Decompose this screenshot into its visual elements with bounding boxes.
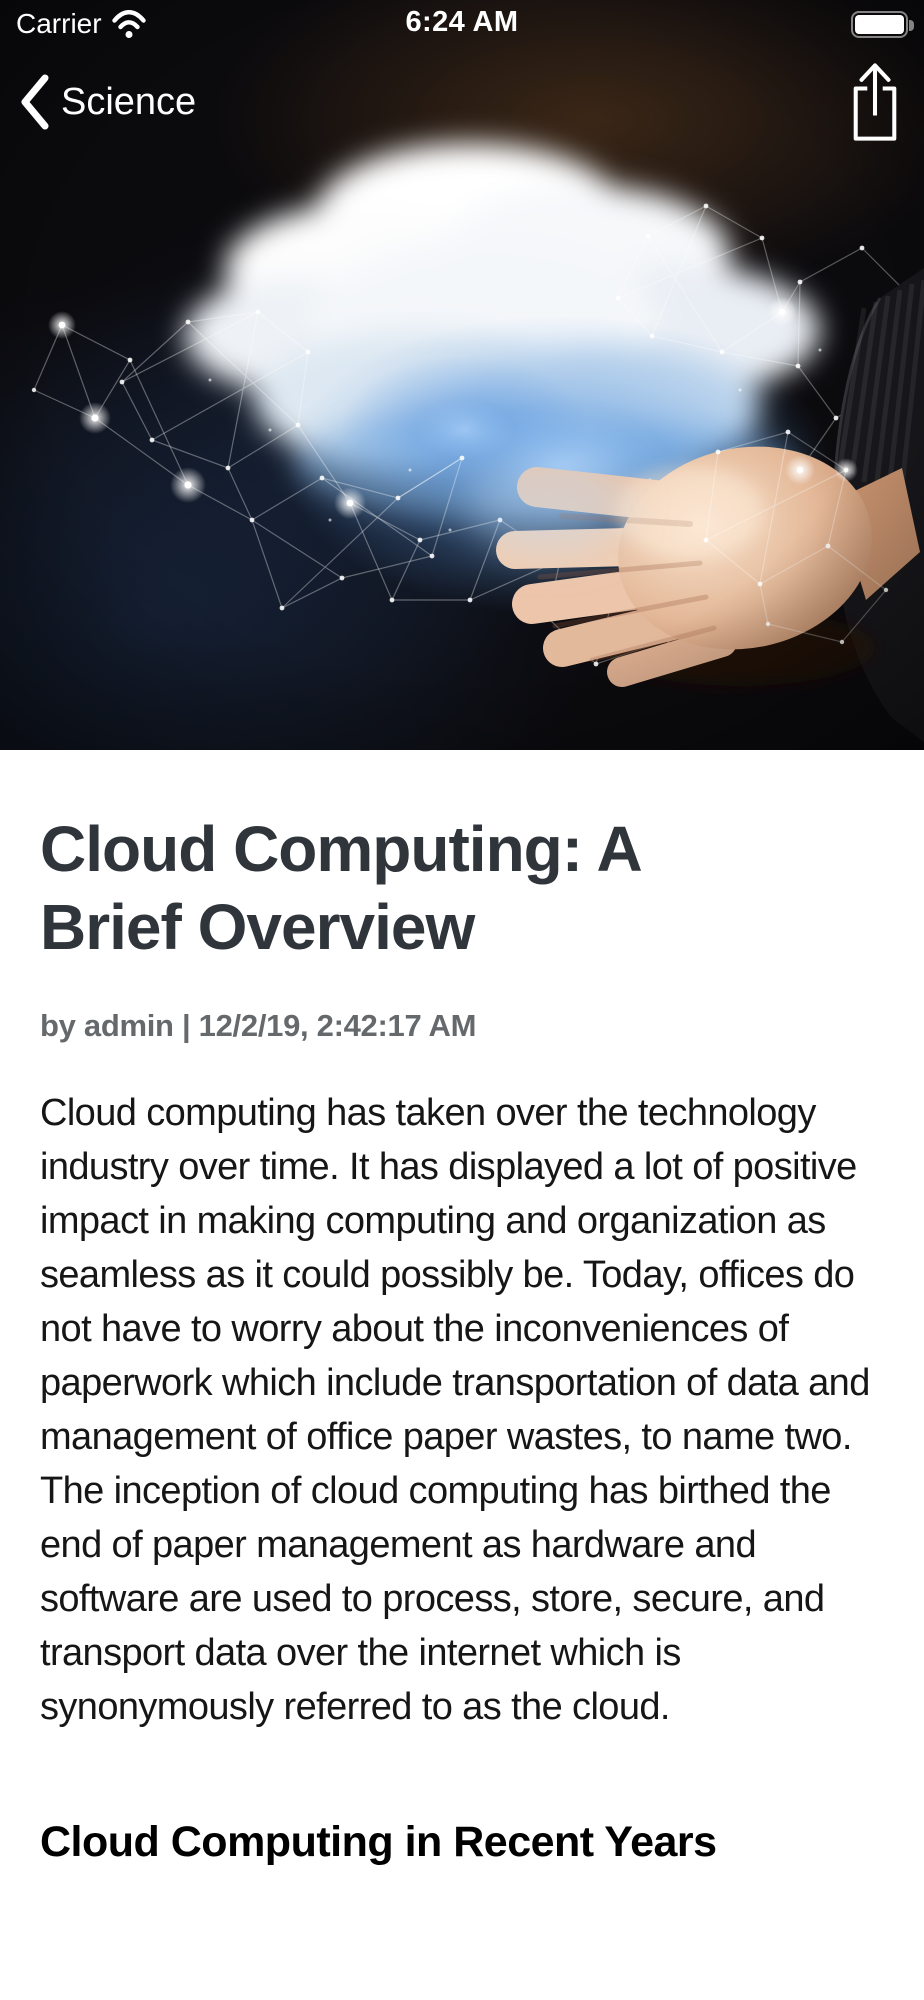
share-icon — [848, 59, 902, 145]
wifi-icon — [111, 9, 147, 39]
page-title: Cloud Computing: A Brief Overview — [40, 813, 640, 963]
section-heading: Cloud Computing in Recent Years — [40, 1818, 717, 1866]
article-paragraph: Cloud computing has taken over the technology industry over time. It has displayed a lot of positive impact in making computing and organization as seamless as it could possibly be. Today, offices do not have to worry about the inconveniences of paperwork which include transportation of data and management of office paper wastes, to name two. The inception of cloud computing has birthed the end of paper management as hardware and software are used to process, store, secure, and transport data over the internet which is synonymously referred to as the cloud. — [40, 1092, 870, 1728]
chevron-left-icon — [18, 73, 50, 131]
article-byline: by admin | 12/2/19, 2:42:17 AM — [40, 1008, 477, 1043]
share-button[interactable] — [848, 59, 902, 145]
nav-bar — [0, 52, 924, 152]
back-button[interactable] — [18, 73, 196, 131]
status-time: 6:24 AM — [405, 6, 519, 38]
carrier-label: Carrier — [16, 8, 102, 39]
article-content — [0, 750, 924, 1868]
back-label: Science — [61, 80, 197, 123]
battery-full-icon — [851, 11, 908, 38]
status-bar — [0, 0, 924, 46]
